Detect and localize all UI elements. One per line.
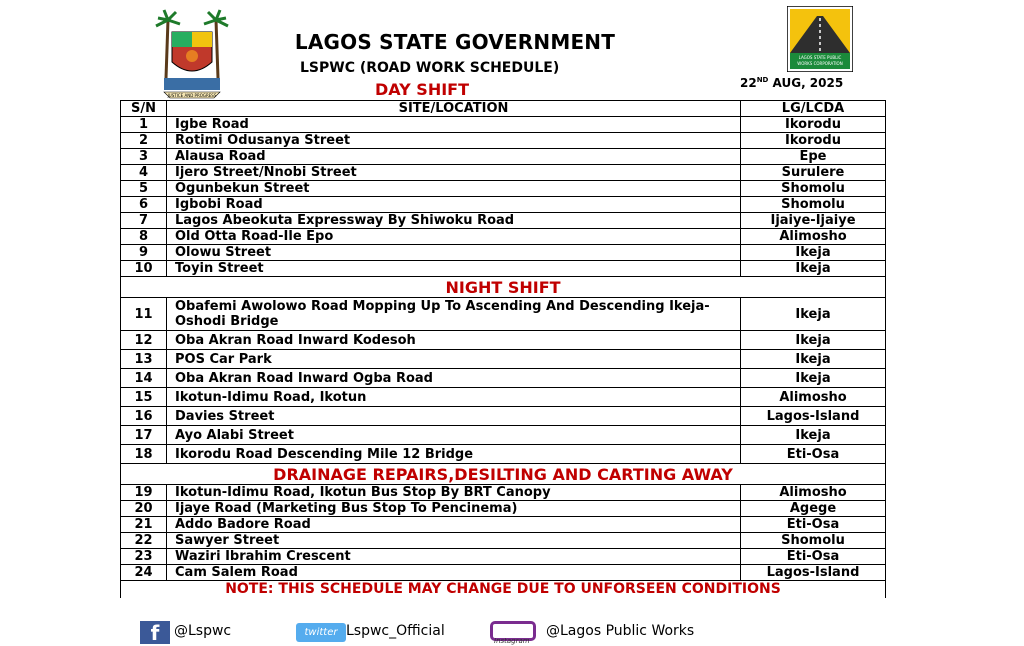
row-lg: Ikeja — [741, 350, 886, 369]
row-site: Igbe Road — [167, 117, 741, 133]
col-header-sn: S/N — [121, 101, 167, 117]
row-sn: 15 — [121, 388, 167, 407]
row-lg: Agege — [741, 501, 886, 517]
table-row — [121, 133, 886, 149]
twitter-icon[interactable]: twitter — [296, 623, 346, 642]
row-lg: Alimosho — [741, 229, 886, 245]
row-lg: Ikorodu — [741, 117, 886, 133]
schedule-table — [120, 100, 886, 598]
row-lg: Epe — [741, 149, 886, 165]
row-site: Rotimi Odusanya Street — [167, 133, 741, 149]
row-lg: Ikeja — [741, 369, 886, 388]
row-lg: Lagos-Island — [741, 407, 886, 426]
table-row — [121, 149, 886, 165]
row-site: Ikotun-Idimu Road, Ikotun — [167, 388, 741, 407]
row-site: Oba Akran Road Inward Kodesoh — [167, 331, 741, 350]
row-lg: Ikorodu — [741, 133, 886, 149]
row-site: Ogunbekun Street — [167, 181, 741, 197]
row-sn: 17 — [121, 426, 167, 445]
row-lg: Shomolu — [741, 197, 886, 213]
row-site: Davies Street — [167, 407, 741, 426]
table-row — [121, 261, 886, 277]
table-row — [121, 331, 886, 350]
table-row — [121, 369, 886, 388]
row-site: Sawyer Street — [167, 533, 741, 549]
row-sn: 10 — [121, 261, 167, 277]
table-row — [121, 213, 886, 229]
table-row — [121, 549, 886, 565]
table-row — [121, 485, 886, 501]
page-subtitle: LSPWC (ROAD WORK SCHEDULE) — [300, 60, 560, 76]
table-row — [121, 350, 886, 369]
table-row — [121, 197, 886, 213]
table-row — [121, 517, 886, 533]
row-sn: 3 — [121, 149, 167, 165]
schedule-date: 22ND AUG, 2025 — [740, 76, 844, 90]
row-lg: Alimosho — [741, 388, 886, 407]
twitter-handle[interactable]: Lspwc_Official — [346, 623, 445, 639]
row-site: Igbobi Road — [167, 197, 741, 213]
row-sn: 6 — [121, 197, 167, 213]
table-row — [121, 501, 886, 517]
row-sn: 13 — [121, 350, 167, 369]
row-sn: 9 — [121, 245, 167, 261]
row-lg: Ikeja — [741, 245, 886, 261]
row-site: Addo Badore Road — [167, 517, 741, 533]
col-header-site: SITE/LOCATION — [167, 101, 741, 117]
facebook-handle[interactable]: @Lspwc — [174, 623, 232, 639]
row-sn: 18 — [121, 445, 167, 464]
table-row — [121, 117, 886, 133]
row-site: Ikorodu Road Descending Mile 12 Bridge — [167, 445, 741, 464]
table-row — [121, 533, 886, 549]
row-sn: 12 — [121, 331, 167, 350]
row-sn: 22 — [121, 533, 167, 549]
row-lg: Surulere — [741, 165, 886, 181]
table-row — [121, 445, 886, 464]
row-lg: Ikeja — [741, 331, 886, 350]
night-shift-heading: NIGHT SHIFT — [121, 277, 886, 298]
row-sn: 21 — [121, 517, 167, 533]
row-lg: Ikeja — [741, 261, 886, 277]
col-header-lg: LG/LCDA — [741, 101, 886, 117]
schedule-note: NOTE: THIS SCHEDULE MAY CHANGE DUE TO UNFORSEEN CONDITIONS — [121, 581, 886, 599]
table-row — [121, 165, 886, 181]
row-lg: Ikeja — [741, 298, 886, 331]
row-site: Cam Salem Road — [167, 565, 741, 581]
table-row — [121, 245, 886, 261]
table-row — [121, 426, 886, 445]
instagram-caption: Instagram — [494, 637, 530, 645]
row-lg: Eti-Osa — [741, 445, 886, 464]
row-sn: 23 — [121, 549, 167, 565]
svg-text:WORKS CORPORATION: WORKS CORPORATION — [797, 61, 843, 66]
table-row — [121, 229, 886, 245]
table-row — [121, 181, 886, 197]
row-sn: 11 — [121, 298, 167, 331]
svg-text:LAGOS STATE PUBLIC: LAGOS STATE PUBLIC — [798, 55, 842, 60]
row-sn: 20 — [121, 501, 167, 517]
row-sn: 16 — [121, 407, 167, 426]
row-sn: 8 — [121, 229, 167, 245]
row-site: Toyin Street — [167, 261, 741, 277]
row-sn: 19 — [121, 485, 167, 501]
row-lg: Eti-Osa — [741, 549, 886, 565]
drainage-heading: DRAINAGE REPAIRS,DESILTING AND CARTING AWAY — [121, 464, 886, 485]
row-lg: Shomolu — [741, 181, 886, 197]
row-sn: 5 — [121, 181, 167, 197]
row-site: Alausa Road — [167, 149, 741, 165]
day-shift-rows — [121, 117, 886, 277]
table-row — [121, 565, 886, 581]
row-site: Ayo Alabi Street — [167, 426, 741, 445]
row-site: Ijaye Road (Marketing Bus Stop To Pencinema) — [167, 501, 741, 517]
row-lg: Alimosho — [741, 485, 886, 501]
page-title: LAGOS STATE GOVERNMENT — [294, 30, 616, 54]
row-site: Waziri Ibrahim Crescent — [167, 549, 741, 565]
row-site: POS Car Park — [167, 350, 741, 369]
row-site: Old Otta Road-Ile Epo — [167, 229, 741, 245]
table-row — [121, 407, 886, 426]
row-lg: Ikeja — [741, 426, 886, 445]
row-lg: Eti-Osa — [741, 517, 886, 533]
drainage-rows — [121, 485, 886, 581]
social-footer — [140, 621, 886, 644]
row-sn: 7 — [121, 213, 167, 229]
table-row — [121, 388, 886, 407]
day-shift-heading: DAY SHIFT — [375, 80, 469, 99]
row-lg: Lagos-Island — [741, 565, 886, 581]
row-site: Ikotun-Idimu Road, Ikotun Bus Stop By BRT Canopy — [167, 485, 741, 501]
row-sn: 2 — [121, 133, 167, 149]
table-row — [121, 298, 886, 331]
row-sn: 14 — [121, 369, 167, 388]
row-site: Lagos Abeokuta Expressway By Shiwoku Road — [167, 213, 741, 229]
instagram-handle[interactable]: @Lagos Public Works — [546, 623, 695, 639]
row-lg: Shomolu — [741, 533, 886, 549]
row-site: Olowu Street — [167, 245, 741, 261]
row-site: Oba Akran Road Inward Ogba Road — [167, 369, 741, 388]
svg-text:JUSTICE AND PROGRESS: JUSTICE AND PROGRESS — [167, 93, 217, 98]
night-shift-rows — [121, 298, 886, 464]
row-lg: Ijaiye-Ijaiye — [741, 213, 886, 229]
row-sn: 24 — [121, 565, 167, 581]
facebook-icon[interactable]: f — [140, 621, 170, 644]
row-sn: 1 — [121, 117, 167, 133]
row-site: Obafemi Awolowo Road Mopping Up To Ascending And Descending Ikeja-Oshodi Bridge — [167, 298, 741, 331]
row-sn: 4 — [121, 165, 167, 181]
row-site: Ijero Street/Nnobi Street — [167, 165, 741, 181]
